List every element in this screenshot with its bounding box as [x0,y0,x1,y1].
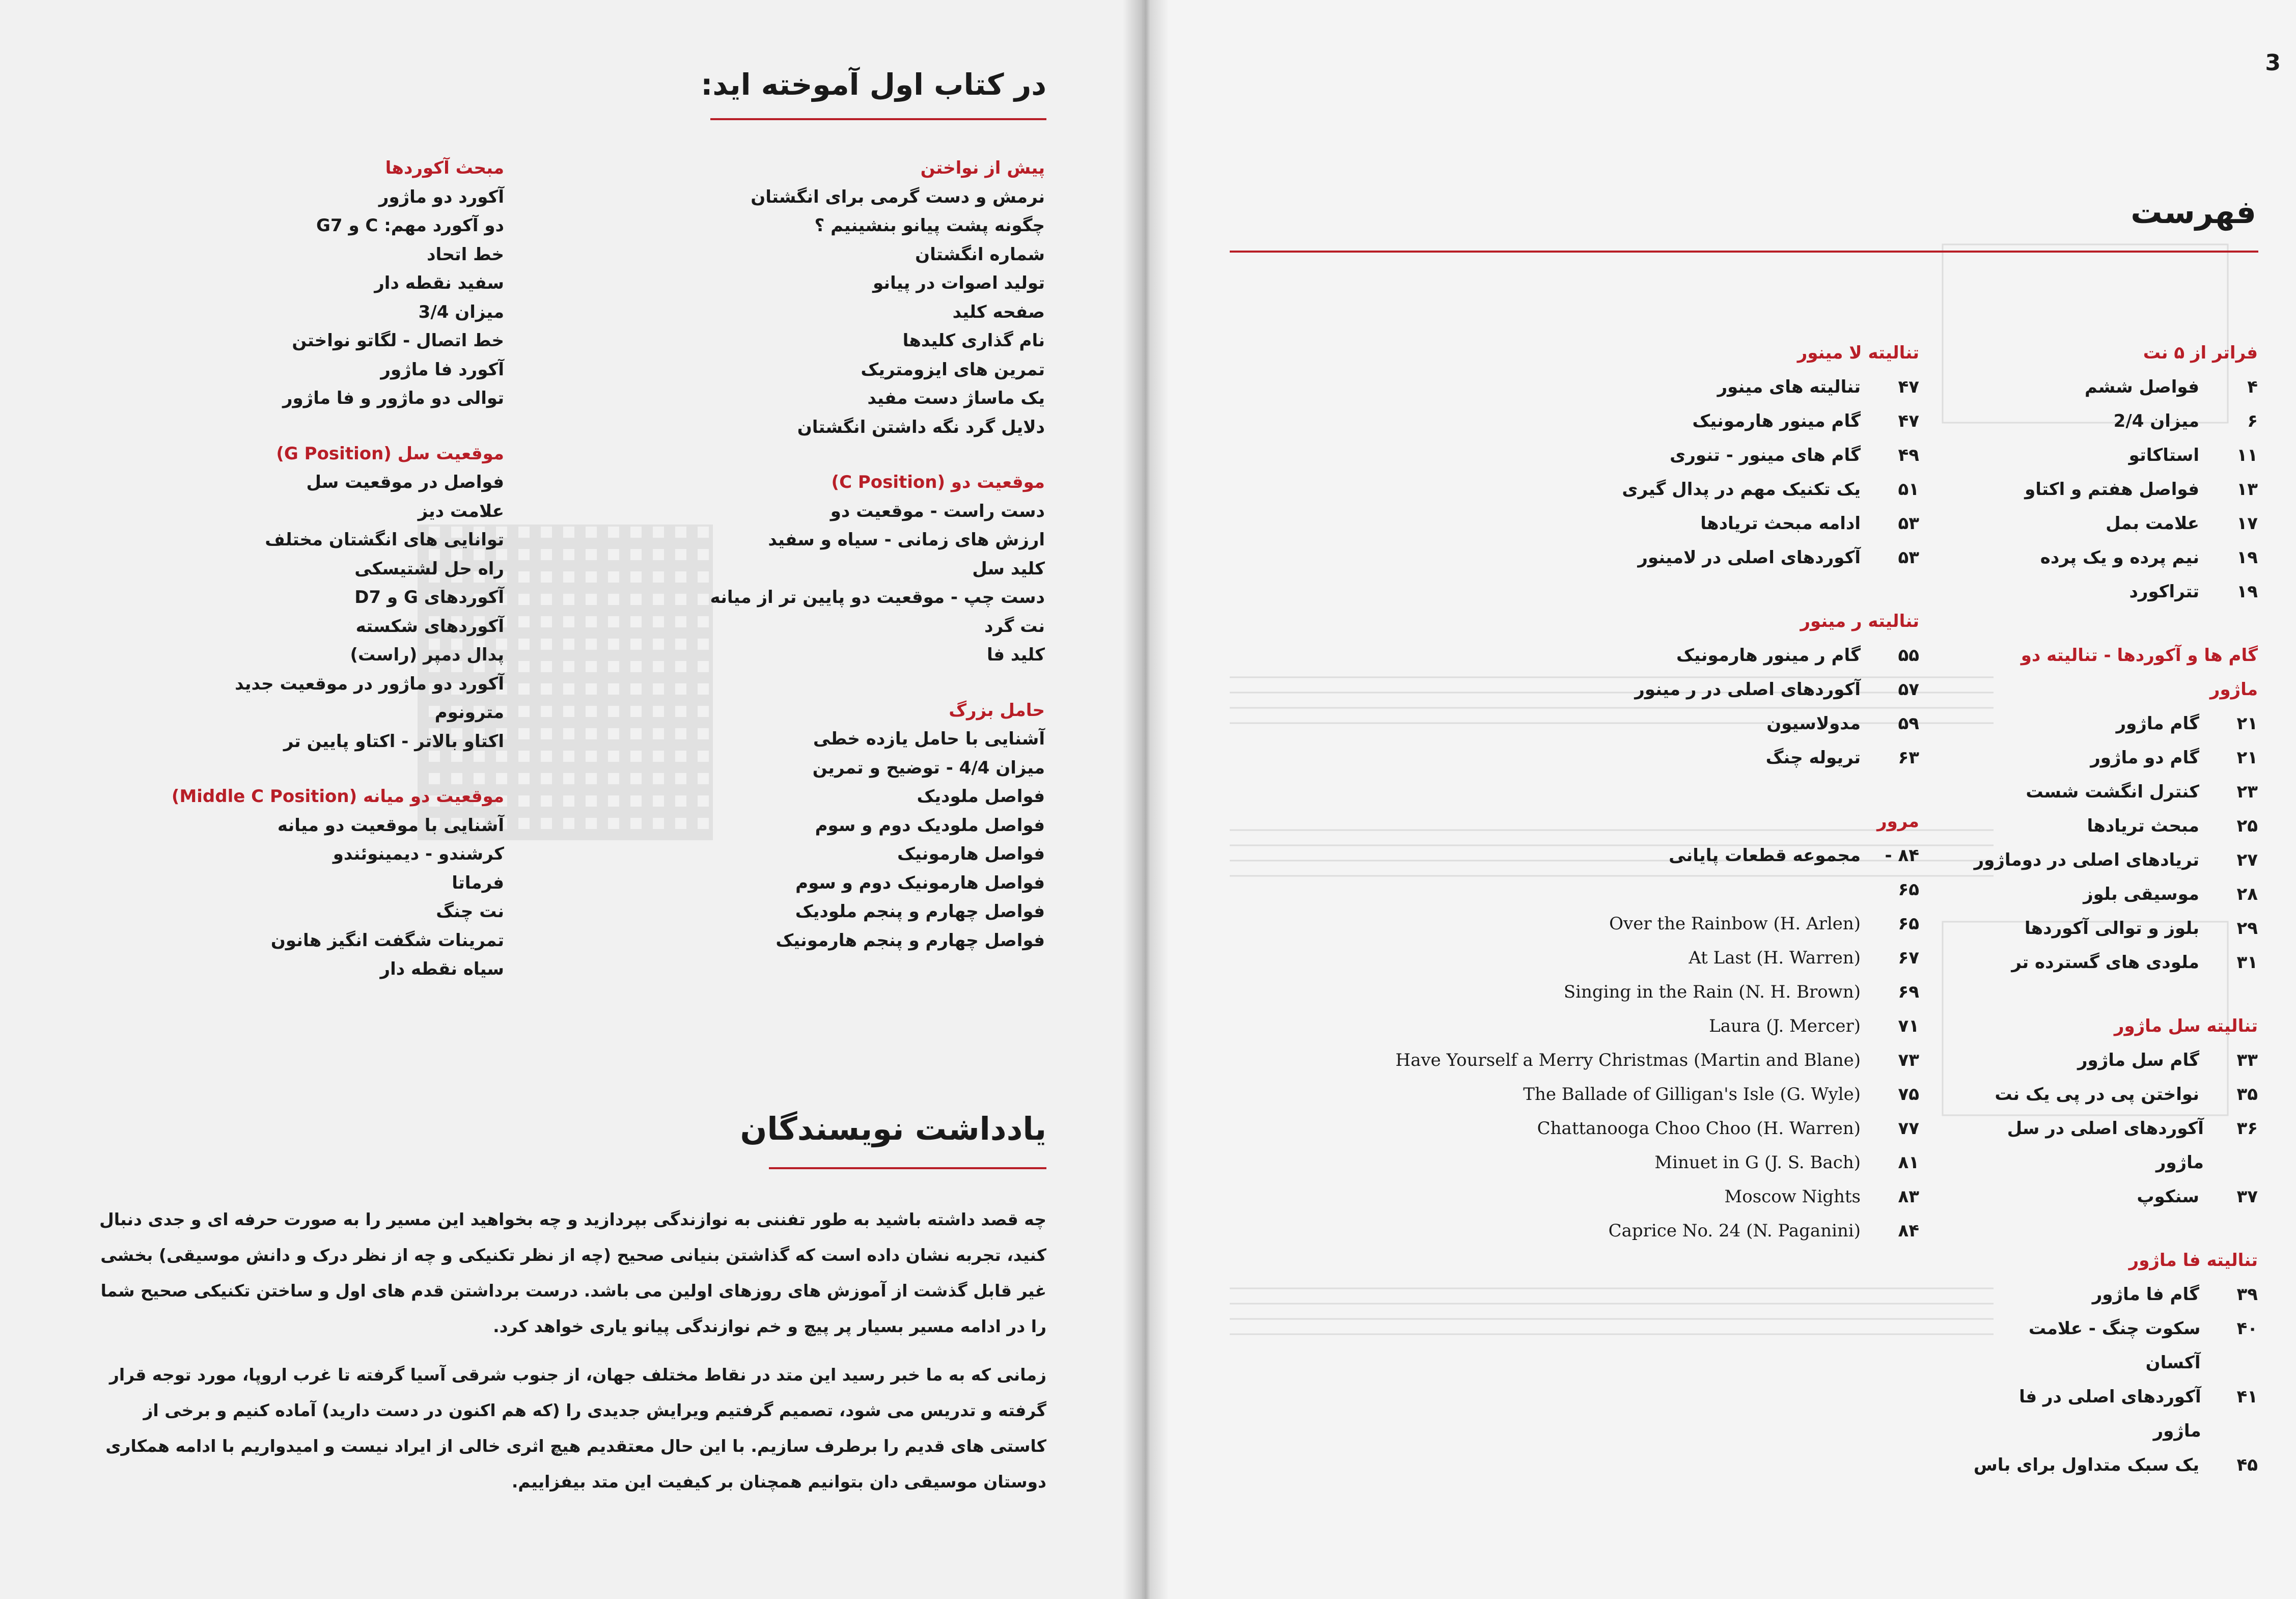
toc-section-heading: مرور [1877,811,1919,832]
list-item: علامت دیز [418,501,504,521]
toc-entry[interactable] [1973,809,2258,843]
list-item: پدال دمپر (راست) [350,645,504,665]
toc-entry-label: تریادهای اصلی در دوماژور [1974,850,2199,870]
toc-title: فهرست [2131,194,2256,231]
section-heading: موقعیت دو (C Position) [831,472,1045,492]
toc-entry[interactable] [1973,946,2258,980]
list-item: توالی دو ماژور و فا ماژور [282,388,504,408]
toc-entry[interactable] [1278,1180,1919,1214]
section-heading: مبحث آکوردها [385,158,504,178]
toc-section-heading: فراتر از ۵ نت [2143,343,2258,363]
toc-page-number: ۱۹ [2236,582,2258,602]
list-item: آشنایی با حامل یازده خطی [813,729,1045,749]
toc-entry[interactable] [1278,438,1919,473]
list-item: فواصل هارمونیک دوم و سوم [795,872,1045,893]
toc-page-number: ۴۷ [1898,377,1919,397]
list-item: فواصل در موقعیت سل [306,472,504,492]
toc-entry-label: موسیقی بلوز [2083,884,2199,904]
page-title: در کتاب اول آموخته اید: [701,67,1046,102]
toc-section-heading: تنالیته فا ماژور [2128,1250,2258,1271]
toc-entry-label: تنالیته های مینور [1717,377,1861,397]
toc-column-left [1278,336,1919,1248]
book-spine-shadow [1123,0,1169,1599]
toc-page-number: ۱۳ [2236,479,2258,500]
list-item: کلید فا [986,645,1045,665]
list-item: تمرین های ایزومتریک [861,359,1045,380]
section-heading: موقعیت سل (G Position) [276,443,504,464]
toc-entry-label: مدولاسیون [1766,713,1861,734]
toc-section-heading: تنالیته لا مینور [1797,343,1919,363]
list-item: کرشندو - دیمینوئندو [333,844,504,864]
toc-entry[interactable] [1278,741,1919,775]
learned-column-left [137,154,504,984]
toc-entry[interactable] [1973,1043,2258,1078]
toc-page-number: ۳۶ [2236,1118,2258,1139]
toc-page-number: ۷۷ [1898,1118,1919,1139]
toc-entry[interactable] [1278,839,1919,907]
section-heading: موقعیت دو میانه (Middle C Position) [171,786,504,807]
list-item: سیاه نقطه دار [380,959,504,979]
toc-entry-label: سنکوپ [2137,1187,2199,1207]
list-item: مترونوم [434,702,504,723]
toc-entry[interactable] [1278,1214,1919,1248]
list-item: میزان 3/4 [418,301,504,322]
list-item: آکورد دو ماژور [378,186,504,207]
toc-entry-label: مبحث تریادها [2087,816,2199,836]
toc-entry[interactable] [1973,1278,2258,1312]
toc-page-number: ۲۵ [2236,816,2258,836]
toc-page-number: ۴۵ [2236,1455,2258,1475]
toc-entry-label: گام مینور هارمونیک [1692,411,1861,431]
toc-entry-label: The Ballade of Gilligan's Isle (G. Wyle) [1523,1084,1861,1105]
toc-entry[interactable] [1973,1112,2258,1180]
list-item: آکورد فا ماژور [380,359,504,380]
toc-entry-label: گام ر مینور هارمونیک [1676,645,1861,666]
toc-entry[interactable] [1278,975,1919,1009]
list-item: نت چنگ [436,901,504,922]
toc-page-number: ۴۱ [2236,1387,2258,1407]
toc-page-number: ۵۵ [1898,645,1919,666]
toc-entry-label: فواصل هفتم و اکتاو [2025,479,2199,500]
toc-entry[interactable] [1973,1078,2258,1112]
toc-page-number: ۳۷ [2236,1187,2258,1207]
toc-entry-label: آکوردهای اصلی در لامینور [1638,547,1861,568]
list-item: خط اتحاد [427,244,504,265]
toc-column-right [1973,336,2258,1482]
list-item: دو آکورد مهم: C و G7 [316,215,504,236]
toc-entry-label: تریوله چنگ [1765,748,1861,768]
toc-entry[interactable] [1278,1146,1919,1180]
list-item: شماره انگشتان [915,244,1045,265]
toc-page-number: ۷۳ [1898,1050,1919,1070]
toc-entry-label: مجموعه قطعات پایانی [1669,845,1861,866]
toc-page-number: ۲۱ [2236,748,2258,768]
toc-entry[interactable] [1973,1180,2258,1214]
toc-entry[interactable] [1278,541,1919,575]
toc-underline [1230,251,2258,253]
toc-entry-label: گام سل ماژور [2077,1050,2199,1070]
toc-page-number: ۴۷ [1898,411,1919,431]
toc-entry[interactable] [1278,639,1919,673]
toc-entry[interactable] [1973,507,2258,541]
toc-entry-label: Laura (J. Mercer) [1709,1016,1861,1036]
toc-entry[interactable] [1278,1112,1919,1146]
list-item: سفید نقطه دار [374,273,504,293]
toc-entry[interactable] [1278,673,1919,707]
toc-entry-label: Chattanooga Choo Choo (H. Warren) [1537,1118,1861,1139]
list-item: فواصل هارمونیک [897,844,1045,864]
toc-entry-label: Minuet in G (J. S. Bach) [1654,1152,1861,1173]
toc-entry-label: ملودی های گسترده تر [2011,952,2199,973]
notes-underline [769,1167,1046,1169]
toc-entry-label: Moscow Nights [1724,1187,1861,1207]
toc-page-number: ۶۵ [1898,914,1919,934]
section-heading: حامل بزرگ [949,700,1045,721]
list-item: تولید اصوات در پیانو [872,273,1045,293]
toc-entry[interactable] [1973,843,2258,877]
toc-entry[interactable] [1278,507,1919,541]
list-item: آکورد دو ماژور در موقعیت جدید [235,673,504,694]
toc-section-heading: تنالیته ر مینور [1800,611,1919,631]
toc-entry[interactable] [1973,473,2258,507]
list-item: راه حل لشتیسکی [354,558,504,579]
toc-page-number: ۷۱ [1898,1016,1919,1036]
toc-page-number: ۵۷ [1898,679,1919,700]
toc-entry[interactable] [1973,575,2258,609]
list-item: خط اتصال - لگاتو نواختن [292,330,504,351]
toc-page-number: ۲۳ [2236,782,2258,802]
list-item: یک ماساژ دست مفید [867,388,1045,408]
toc-page-number: ۲۸ [2236,884,2258,904]
toc-entry-label: گام فا ماژور [2092,1284,2199,1305]
toc-entry[interactable] [1973,775,2258,809]
toc-page-number: ۶۷ [1898,948,1919,968]
section-heading: پیش از نواختن [920,158,1045,178]
list-item: کلید سل [972,558,1045,579]
toc-entry-label: گام دو ماژور [2090,748,2199,768]
toc-entry[interactable] [1278,404,1919,438]
title-underline [710,118,1046,120]
toc-entry[interactable] [1973,707,2258,741]
list-item: آشنایی با موقعیت دو میانه [277,815,504,836]
toc-page-number: ۴ [2247,377,2258,397]
toc-entry[interactable] [1973,438,2258,473]
toc-entry-label: Caprice No. 24 (N. Paganini) [1608,1221,1861,1241]
toc-page-number: ۳۵ [2236,1084,2258,1105]
toc-entry[interactable] [1278,1078,1919,1112]
toc-entry-label: گام های مینور - تنوری [1670,445,1861,465]
toc-entry[interactable] [1278,907,1919,941]
toc-page-number: ۲۷ [2236,850,2258,870]
toc-entry[interactable] [1973,404,2258,438]
toc-page-number: ۳۱ [2236,952,2258,973]
toc-page-number: ۸۴ - ۶۵ [1885,845,1919,900]
toc-page-number: ۱۹ [2236,547,2258,568]
toc-section-heading: تنالیته سل ماژور [2114,1016,2258,1036]
toc-page-number: ۱۷ [2236,513,2258,534]
notes-paragraph-1: چه قصد داشته باشید به طور تفننی به نوازندگی بپردازید و چه بخواهید این مسیر را به صورت حرفه ای و جدی دنبال کنید، تجربه نشان داده است که گذاشتن بنیانی صحیح (چه از نظر تکنیکی و چه از نظر درک و دانش موسیقی) بخشی غیر قابل گذشت از آموزش های روزهای اولین می باشد. درست برداشتن قدم های اول و ساختن تکنیکی صحیح شما را در ادامه مسیر بسیار پر پیچ و خم نوازندگی پیانو یاری خواهد کرد. [99,1209,1046,1336]
toc-entry-label: تتراکورد [2129,582,2199,602]
list-item: چگونه پشت پیانو بنشینیم ؟ [814,215,1045,236]
toc-page-number: ۷۵ [1898,1084,1919,1105]
toc-entry[interactable] [1973,741,2258,775]
toc-entry[interactable] [1973,541,2258,575]
toc-page-number: ۳۹ [2236,1284,2258,1305]
toc-page-number: ۵۹ [1898,713,1919,734]
list-item: فواصل ملودیک دوم و سوم [815,815,1045,836]
left-page [0,0,1143,1599]
list-item: آکوردهای شکسته [355,616,504,637]
toc-entry[interactable] [1278,707,1919,741]
toc-entry-label: یک تکنیک مهم در پدال گیری [1622,479,1861,500]
toc-entry[interactable] [1278,1009,1919,1043]
list-item: اکتاو بالاتر - اکتاو پایین تر [283,731,504,752]
toc-entry[interactable] [1973,1380,2258,1448]
list-item: ارزش های زمانی - سیاه و سفید [768,530,1045,550]
toc-page-number: ۴۰ [2236,1318,2258,1339]
toc-entry-label: Over the Rainbow (H. Arlen) [1609,914,1861,934]
list-item: صفحه کلید [952,301,1045,322]
toc-entry[interactable] [1278,1043,1919,1078]
notes-paragraph-2: زمانی که به ما خبر رسید این متد در نقاط مختلف جهان، از جنوب شرقی آسیا گرفته تا غرب اروپا، مورد توجه قرار گرفته و تدریس می شود، تصمیم گرفتیم ویرایش جدیدی را (که هم اکنون در دست دارید) آماده کنیم و برخی از کاستی های قدیم را برطرف سازیم. با این حال معتقدیم هیچ اثری خالی از ایراد نیست و امیدواریم با ادامه همکاری دوستان موسیقی دان بتوانیم همچنان بر کیفیت این متد بیفزاییم. [105,1365,1046,1492]
toc-entry-label: نیم پرده و یک پرده [2040,547,2199,568]
list-item: تمرینات شگفت انگیز هانون [270,930,504,951]
toc-entry-label: Have Yourself a Merry Christmas (Martin and Blane) [1395,1050,1861,1070]
toc-entry-label: استاکاتو [2128,445,2199,465]
list-item: نت گرد [984,616,1045,637]
list-item: آکوردهای G و D7 [354,587,504,608]
toc-page-number: ۶۳ [1898,748,1919,768]
toc-entry-label: نواختن پی در پی یک نت [1995,1084,2199,1105]
toc-page-number: ۸۴ [1898,1221,1919,1241]
toc-entry-label: آکوردهای اصلی در سل ماژور [2007,1118,2204,1173]
toc-page-number: ۲۹ [2236,918,2258,939]
list-item: میزان 4/4 - توضیح و تمرین [812,757,1045,778]
toc-page-number: ۵۱ [1898,479,1919,500]
list-item: فرماتا [452,872,504,893]
toc-entry-label: سکوت چنگ - علامت آکسان [2028,1318,2201,1373]
list-item: دلایل گرد نگه داشتن انگشتان [797,417,1045,437]
toc-page-number: ۱۱ [2236,445,2258,465]
list-item: توانایی های انگشتان مختلف [265,530,504,550]
toc-entry[interactable] [1278,473,1919,507]
toc-entry[interactable] [1278,941,1919,975]
list-item: دست چپ - موقعیت دو پایین تر از میانه [710,587,1045,608]
toc-page-number: ۶ [2247,411,2258,431]
toc-page-number: ۳۳ [2236,1050,2258,1070]
toc-entry-label: بلوز و توالی آکوردها [2024,918,2199,939]
list-item: فواصل چهارم و پنجم ملودیک [795,901,1045,922]
toc-page-number: ۸۳ [1898,1187,1919,1207]
toc-entry-label: ادامه مبحث تریادها [1700,513,1861,534]
toc-entry-label: At Last (H. Warren) [1689,948,1861,968]
toc-entry[interactable] [1973,1312,2258,1380]
toc-entry-label: Singing in the Rain (N. H. Brown) [1563,982,1861,1002]
toc-page-number: ۸۱ [1898,1152,1919,1173]
list-item: فواصل ملودیک [917,786,1045,807]
toc-entry-label: کنترل انگشت شست [2026,782,2199,802]
toc-entry-label: آکوردهای اصلی در ر مینور [1635,679,1861,700]
toc-page-number: ۴۹ [1898,445,1919,465]
toc-entry-label: علامت بمل [2106,513,2199,534]
toc-page-number: ۵۳ [1898,513,1919,534]
right-page [1143,0,2296,1599]
toc-entry[interactable] [1973,1448,2258,1482]
toc-entry-label: آکوردهای اصلی در فا ماژور [2019,1387,2201,1441]
toc-page-number: ۶۹ [1898,982,1919,1002]
notes-title: یادداشت نویسندگان [740,1110,1046,1147]
list-item: فواصل چهارم و پنجم هارمونیک [776,930,1045,951]
toc-entry[interactable] [1973,877,2258,912]
toc-page-number: ۵۳ [1898,547,1919,568]
toc-entry[interactable] [1278,370,1919,404]
list-item: نام گذاری کلیدها [902,330,1045,351]
list-item: نرمش و دست گرمی برای انگشتان [751,186,1045,207]
toc-section-heading: گام ها و آکوردها - تنالیته دو ماژور [2021,645,2258,700]
toc-entry[interactable] [1973,912,2258,946]
toc-entry-label: میزان 2/4 [2113,411,2199,431]
toc-entry-label: گام ماژور [2116,713,2199,734]
toc-entry-label: یک سبک متداول برای باس [1973,1455,2199,1475]
toc-page-number: ۲۱ [2236,713,2258,734]
toc-entry-label: فواصل ششم [2085,377,2199,397]
toc-entry[interactable] [1973,370,2258,404]
page-number: 3 [2265,50,2281,76]
list-item: دست راست - موقعیت دو [830,501,1045,521]
learned-column-right [688,154,1045,955]
